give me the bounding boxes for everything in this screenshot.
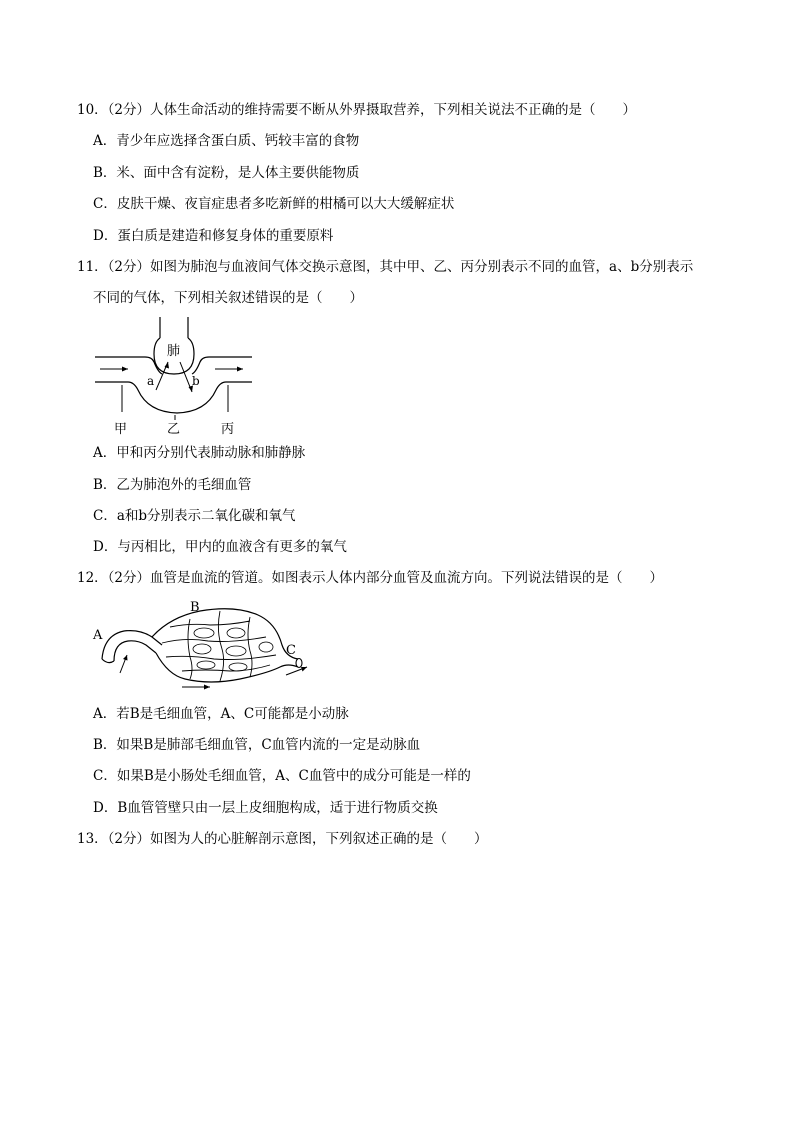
question-11-option-c[interactable]: C．a和b分别表示二氧化碳和氧气: [93, 508, 296, 524]
capillary-b-label: B: [190, 600, 200, 615]
alveolus-label: 肺: [167, 344, 181, 359]
vessel-yi-label: 乙: [167, 422, 181, 437]
flow-arrow-right-head: [237, 367, 243, 372]
question-10-option-b[interactable]: B．米、面中含有淀粉，是人体主要供能物质: [93, 165, 360, 181]
capillary-gap: [226, 646, 246, 656]
question-11-stem-line-1: 11．（2分）如图为肺泡与血液间气体交换示意图，其中甲、乙、丙分别表示不同的血管，a、b分别表示: [77, 259, 694, 275]
question-12-option-d[interactable]: D．B血管管壁只由一层上皮细胞构成，适于进行物质交换: [93, 800, 438, 816]
question-12-stem: 12．（2分）血管是血流的管道。如图表示人体内部分血管及血流方向。下列说法错误的是（ ）: [77, 570, 664, 586]
question-11-option-a[interactable]: A．甲和丙分别代表肺动脉和肺静脉: [93, 445, 306, 461]
capillary-gap: [229, 663, 247, 671]
alveolus-gas-exchange-diagram: [90, 312, 265, 437]
vessel-c-label: C: [286, 643, 296, 658]
capillary-gap: [194, 628, 214, 638]
question-11-option-d[interactable]: D．与丙相比，甲内的血液含有更多的氧气: [93, 539, 347, 555]
gas-a-label: a: [147, 374, 155, 388]
question-12-option-b[interactable]: B．如果B是肺部毛细血管，C血管内流的一定是动脉血: [93, 737, 421, 753]
flow-arrow-a-head: [123, 655, 128, 661]
flow-arrow-bottom-head: [204, 685, 210, 690]
question-13-stem: 13．（2分）如图为人的心脏解剖示意图，下列叙述正确的是（ ）: [77, 831, 488, 847]
vessel-bing-label: 丙: [221, 422, 235, 437]
capillary-gap: [259, 642, 273, 652]
question-10-option-a[interactable]: A．青少年应选择含蛋白质、钙较丰富的食物: [93, 133, 360, 149]
capillary-gap: [227, 628, 245, 638]
vessel-upper-wall-right: [192, 357, 252, 374]
vessel-upper-wall: [95, 357, 162, 374]
question-12-option-c[interactable]: C．如果B是小肠处毛细血管，A、C血管中的成分可能是一样的: [93, 768, 471, 784]
gas-b-label: b: [192, 374, 200, 388]
flow-arrow-left-head: [122, 367, 128, 372]
question-12-option-a[interactable]: A．若B是毛细血管，A、C可能都是小动脉: [93, 706, 349, 722]
capillary-gap: [197, 661, 215, 669]
question-11-option-b[interactable]: B．乙为肺泡外的毛细血管: [93, 477, 252, 493]
question-10-stem: 10．（2分）人体生命活动的维持需要不断从外界摄取营养，下列相关说法不正确的是（ ）: [77, 102, 637, 118]
flow-arrow-c-head: [301, 667, 307, 672]
question-10-option-c[interactable]: C．皮肤干燥、夜盲症患者多吃新鲜的柑橘可以大大缓解症状: [93, 196, 455, 212]
question-11-stem-line-2: 不同的气体，下列相关叙述错误的是（ ）: [93, 290, 363, 306]
blood-vessel-diagram: [90, 597, 315, 697]
vessel-c-end: [296, 659, 302, 668]
question-10-option-d[interactable]: D．蛋白质是建造和修复身体的重要原料: [93, 228, 334, 244]
vessel-a-label: A: [93, 628, 103, 643]
vessel-a-end: [102, 659, 114, 663]
capillary-gap: [193, 644, 211, 654]
vessel-jia-label: 甲: [114, 422, 128, 437]
